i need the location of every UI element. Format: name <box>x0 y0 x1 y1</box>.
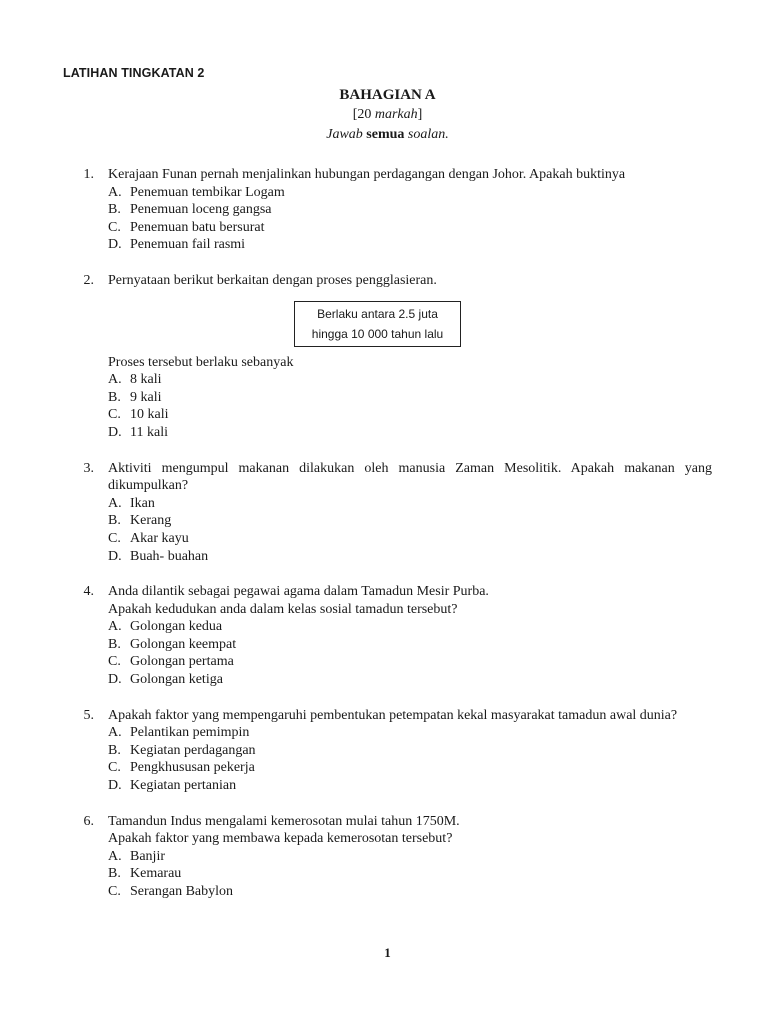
section-marks <box>0 106 768 124</box>
option-letter: A. <box>108 372 122 388</box>
option-letter: A. <box>108 725 122 741</box>
option-letter: B. <box>108 202 121 218</box>
option-c <box>108 883 712 901</box>
page-number: 1 <box>384 945 391 960</box>
option-letter: D. <box>108 548 122 564</box>
question-1 <box>78 166 712 254</box>
option-text: Banjir <box>130 848 165 864</box>
question-stem: Kerajaan Funan pernah menjalinkan hubungan perdagangan dengan Johor. Apakah buktinya <box>108 167 626 182</box>
question-stem-2: Apakah faktor yang membawa kepada kemerosotan tersebut? <box>108 831 453 847</box>
option-text: Penemuan tembikar Logam <box>130 184 285 200</box>
option-text: Pelantikan pemimpin <box>130 725 250 741</box>
info-box-line-1: Berlaku antara 2.5 juta <box>317 306 438 321</box>
question-stem: Pernyataan berikut berkaitan dengan proses pengglasieran. <box>108 272 437 288</box>
option-a <box>108 848 712 866</box>
option-d <box>108 236 712 254</box>
option-text: Buah- buahan <box>130 548 209 564</box>
question-number: 4. <box>83 584 94 600</box>
option-text: Ikan <box>130 495 155 511</box>
option-text: 8 kali <box>130 372 162 388</box>
question-number: 6. <box>83 813 94 829</box>
option-text: Pengkhususan pekerja <box>130 760 255 776</box>
question-6 <box>78 813 712 901</box>
question-number: 5. <box>83 707 94 723</box>
option-text: 11 kali <box>130 424 168 440</box>
option-letter: A. <box>108 848 122 864</box>
question-5 <box>78 707 712 795</box>
document-title: LATIHAN TINGKATAN 2 <box>63 66 205 80</box>
instruction-semua: semua <box>366 127 405 142</box>
option-text: 9 kali <box>130 389 162 405</box>
option-b <box>108 512 712 530</box>
option-text: 10 kali <box>130 407 169 423</box>
instruction-jawab: Jawab <box>326 127 363 142</box>
option-d <box>108 671 712 689</box>
question-stem: Tamandun Indus mengalami kemerosotan mulai tahun 1750M. <box>108 813 460 829</box>
option-letter: A. <box>108 495 122 511</box>
option-letter: A. <box>108 619 122 635</box>
option-letter: A. <box>108 184 122 200</box>
instruction-soalan: soalan. <box>407 127 449 142</box>
option-text: Kemarau <box>130 866 182 882</box>
option-letter: B. <box>108 389 121 405</box>
option-d <box>108 424 712 442</box>
option-a <box>108 184 712 202</box>
option-b <box>108 636 712 654</box>
option-letter: C. <box>108 760 121 776</box>
option-text: Golongan pertama <box>130 654 234 670</box>
option-c <box>108 759 712 777</box>
option-text: Penemuan loceng gangsa <box>130 202 272 218</box>
option-letter: D. <box>108 778 122 794</box>
option-d <box>108 548 712 566</box>
option-text: Penemuan fail rasmi <box>130 237 246 253</box>
marks-open: [20 <box>352 107 375 122</box>
section-instruction <box>0 126 768 144</box>
question-stem-2: Proses tersebut berlaku sebanyak <box>108 354 294 370</box>
option-letter: D. <box>108 424 122 440</box>
option-b <box>108 742 712 760</box>
option-letter: B. <box>108 742 121 758</box>
option-letter: C. <box>108 884 121 899</box>
option-letter: B. <box>108 513 121 529</box>
option-text: Serangan Babylon <box>130 884 234 899</box>
question-stem-2: Apakah kedudukan anda dalam kelas sosial tamadun tersebut? <box>108 601 458 617</box>
option-text: Penemuan batu bersurat <box>130 219 265 235</box>
question-4 <box>78 583 712 689</box>
marks-close: ] <box>417 107 423 122</box>
option-a <box>108 724 712 742</box>
option-letter: C. <box>108 530 121 546</box>
option-letter: D. <box>108 237 122 253</box>
option-text: Kegiatan perdagangan <box>130 742 256 758</box>
option-c <box>108 406 712 424</box>
question-number: 2. <box>83 272 94 288</box>
option-c <box>108 653 712 671</box>
section-title: BAHAGIAN A <box>339 87 436 103</box>
option-d <box>108 777 712 795</box>
option-text: Golongan kedua <box>130 619 223 635</box>
option-text: Kerang <box>130 513 172 529</box>
option-letter: C. <box>108 407 121 423</box>
option-b <box>108 389 712 407</box>
option-letter: C. <box>108 654 121 670</box>
question-number: 1. <box>83 167 94 182</box>
option-letter: D. <box>108 672 122 688</box>
question-stem: Apakah faktor yang mempengaruhi pembentukan petempatan kekal masyarakat tamadun awal dunia? <box>108 707 678 723</box>
option-c <box>108 219 712 237</box>
option-letter: B. <box>108 866 121 882</box>
option-b <box>108 201 712 219</box>
option-c <box>108 530 712 548</box>
option-text: Akar kayu <box>130 530 189 546</box>
info-box <box>294 301 461 347</box>
option-a <box>108 618 712 636</box>
option-text: Kegiatan pertanian <box>130 778 237 794</box>
question-list <box>78 166 712 919</box>
option-letter: C. <box>108 219 121 235</box>
question-stem: Anda dilantik sebagai pegawai agama dalam Tamadun Mesir Purba. <box>108 584 489 600</box>
option-text: Golongan ketiga <box>130 672 223 688</box>
option-b <box>108 865 712 883</box>
option-a <box>108 495 712 513</box>
marks-word: markah <box>374 107 418 122</box>
question-2 <box>78 272 712 442</box>
info-box-line-2: hingga 10 000 tahun lalu <box>311 326 444 341</box>
question-number: 3. <box>83 460 94 476</box>
question-3 <box>78 460 712 566</box>
question-stem: Aktiviti mengumpul makanan dilakukan oleh manusia Zaman Mesolitik. Apakah makanan yang dikumpulkan? <box>108 460 712 494</box>
option-text: Golongan keempat <box>130 636 237 652</box>
option-a <box>108 371 712 389</box>
option-letter: B. <box>108 636 121 652</box>
